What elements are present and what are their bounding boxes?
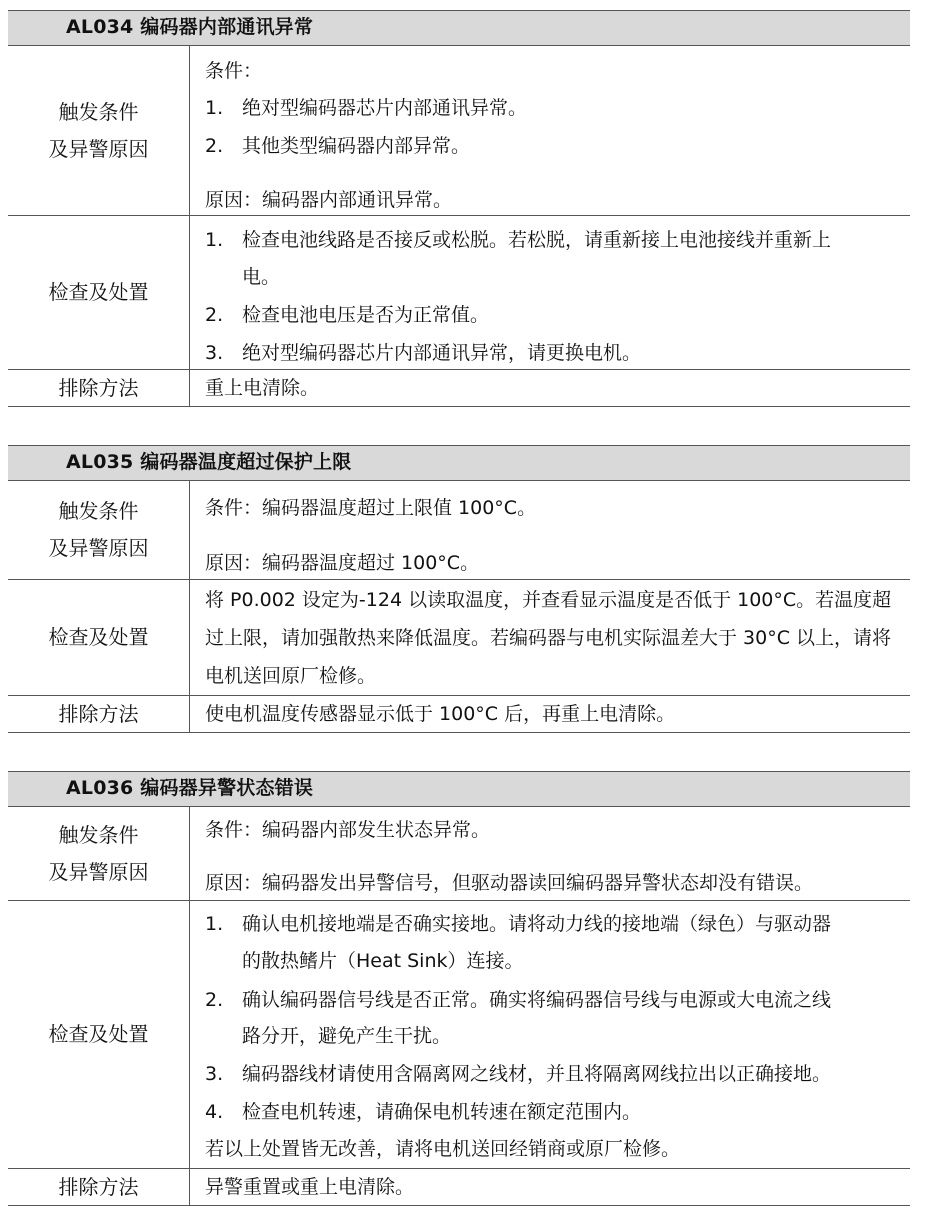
item-text: 检查电机转速，请确保电机转速在额定范围内。: [242, 1101, 642, 1123]
label-line: 检查及处置: [48, 1022, 149, 1046]
section-title: AL035 编码器温度超过保护上限: [8, 445, 910, 481]
clear-text: 重上电清除。: [205, 377, 320, 399]
item-number: 3.: [205, 342, 224, 364]
alarm-section-al036: [8, 771, 910, 1206]
item-text: 确认电机接地端是否确实接地。请将动力线的接地端（绿色）与驱动器: [242, 913, 832, 935]
alarm-section-al035: [8, 445, 910, 733]
clear-content: [190, 696, 910, 732]
cause-text: 原因：编码器内部通讯异常。: [205, 189, 453, 211]
label-line: 检查及处置: [48, 625, 149, 649]
check-text: 将 P0.002 设定为-124 以读取温度，并查看显示温度是否低于 100°C。若温度超过上限，请加强散热来降低温度。若编码器与电机实际温差大于 30°C 以上，请将电机送回原厂检修。: [205, 589, 892, 687]
item-text: 其他类型编码器内部异常。: [242, 135, 471, 157]
list-item-continuation: [205, 1023, 904, 1049]
clear-content: [190, 1169, 910, 1205]
trigger-content: [190, 481, 910, 579]
check-row: [8, 901, 910, 1169]
condition-text: 条件：编码器内部发生状态异常。: [205, 819, 491, 841]
item-text: 绝对型编码器芯片内部通讯异常。: [242, 97, 528, 119]
list-item-continuation: [205, 948, 904, 974]
label-line: 排除方法: [58, 1174, 139, 1199]
trigger-label: [8, 46, 190, 215]
trigger-content: [190, 807, 910, 900]
check-label: [8, 580, 190, 695]
item-text: 路分开，避免产生干扰。: [242, 1025, 452, 1047]
item-number: 3.: [205, 1063, 224, 1085]
label-line: 及异警原因: [48, 136, 149, 161]
list-item: [205, 987, 904, 1013]
clear-label: [8, 1169, 190, 1205]
clear-label: [8, 696, 190, 732]
item-number: 2.: [205, 304, 224, 326]
item-text: 的散热鳍片（Heat Sink）连接。: [242, 950, 524, 972]
clear-text: 异警重置或重上电清除。: [205, 1176, 415, 1198]
label-line: 排除方法: [58, 701, 139, 726]
label-line: 及异警原因: [48, 536, 149, 560]
item-number: 1.: [205, 913, 224, 935]
label-line: 及异警原因: [48, 859, 149, 884]
label-line: 触发条件: [58, 499, 139, 523]
list-item: [205, 95, 904, 121]
trigger-row: [8, 46, 910, 216]
list-item: [205, 340, 904, 366]
label-line: 排除方法: [58, 375, 139, 400]
check-label: [8, 216, 190, 369]
condition-text: 条件：编码器温度超过上限值 100°C。: [205, 497, 537, 519]
list-item: [205, 1099, 904, 1125]
check-content: [190, 580, 910, 695]
alarm-section-al034: [8, 10, 910, 407]
cause-text: 原因：编码器发出异警信号，但驱动器读回编码器异警状态却没有错误。: [205, 872, 814, 894]
clear-text: 使电机温度传感器显示低于 100°C 后，再重上电清除。: [205, 703, 676, 725]
clear-row: [8, 370, 910, 407]
list-item-continuation: [205, 264, 904, 290]
clear-row: [8, 696, 910, 733]
check-row: [8, 216, 910, 370]
item-text: 编码器线材请使用含隔离网之线材，并且将隔离网线拉出以正确接地。: [242, 1063, 832, 1085]
check-row: [8, 580, 910, 696]
trigger-label: [8, 481, 190, 579]
check-content: [190, 216, 910, 369]
trigger-row: [8, 481, 910, 580]
list-item: [205, 1061, 904, 1087]
clear-label: [8, 370, 190, 406]
trigger-content: [190, 46, 910, 215]
item-number: 2.: [205, 989, 224, 1011]
label-line: 检查及处置: [48, 280, 149, 304]
item-text: 电。: [242, 266, 281, 288]
label-line: 触发条件: [58, 822, 139, 847]
item-number: 4.: [205, 1101, 224, 1123]
check-label: [8, 901, 190, 1168]
cause-text: 原因：编码器温度超过 100°C。: [205, 552, 480, 574]
item-text: 确认编码器信号线是否正常。确实将编码器信号线与电源或大电流之线: [242, 989, 832, 1011]
section-title: AL036 编码器异警状态错误: [8, 771, 910, 807]
trigger-label: [8, 807, 190, 900]
clear-content: [190, 370, 910, 406]
condition-prefix: 条件：: [205, 60, 263, 82]
clear-row: [8, 1169, 910, 1206]
list-item: [205, 911, 904, 937]
trigger-row: [8, 807, 910, 901]
item-number: 1.: [205, 229, 224, 251]
note-text: 若以上处置皆无改善，请将电机送回经销商或原厂检修。: [205, 1138, 681, 1160]
item-number: 2.: [205, 135, 224, 157]
list-item: [205, 133, 904, 159]
item-text: 检查电池电压是否为正常值。: [242, 304, 490, 326]
check-content: [190, 901, 910, 1168]
label-line: 触发条件: [58, 99, 139, 124]
list-item: [205, 227, 904, 253]
section-title: AL034 编码器内部通讯异常: [8, 10, 910, 46]
item-text: 绝对型编码器芯片内部通讯异常，请更换电机。: [242, 342, 642, 364]
list-item: [205, 302, 904, 328]
item-number: 1.: [205, 97, 224, 119]
item-text: 检查电池线路是否接反或松脱。若松脱，请重新接上电池接线并重新上: [242, 229, 832, 251]
